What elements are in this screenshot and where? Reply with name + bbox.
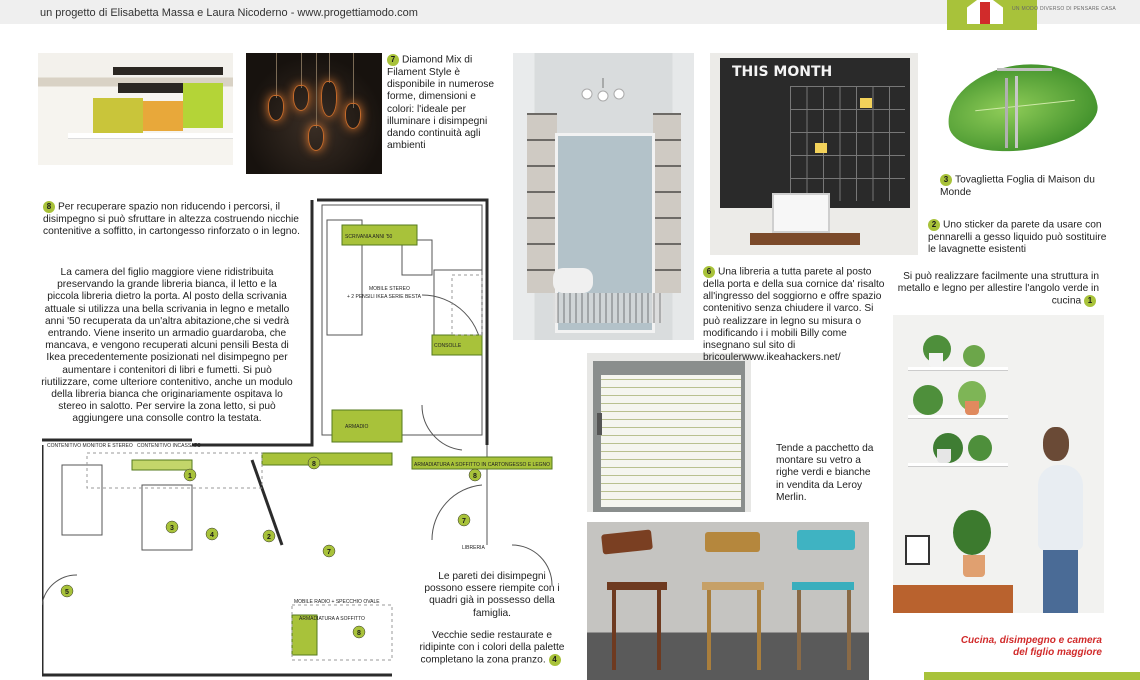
caption-5: Tende a pacchetto da montare su vetro a righe verdi e bianche in vendita da Leroy Merlin. xyxy=(776,443,874,503)
brand-logo xyxy=(947,0,1037,30)
svg-text:CONTENITIVO MONITOR E STEREO: CONTENITIVO MONITOR E STEREO xyxy=(47,443,133,449)
caption-2: 2 Uno sticker da parete da usare con pennarelli a gesso liquido può sostituire le lavagnette esistenti xyxy=(928,219,1107,256)
photo-restored-chairs xyxy=(587,522,869,680)
credit-text: un progetto di Elisabetta Massa e Laura Nicoderno - www.progettiamodo.com xyxy=(40,7,418,19)
caption-8: 8 Per recuperare spazio non riducendo i percorsi, il disimpegno si può sfruttare in altezza costruendo nicchie contenitive a soffitto, in cartongesso rinforzato o in legno. xyxy=(43,201,300,238)
caption-pareti: Le pareti dei disimpegni possono essere riempite con i quadri già in possesso della famiglia. xyxy=(424,571,560,619)
page-footer-caption: Cucina, disimpegno e camera del figlio maggiore xyxy=(960,635,1102,658)
svg-text:7: 7 xyxy=(327,549,331,556)
svg-text:5: 5 xyxy=(65,589,69,596)
svg-text:SCRIVANIA ANNI '50: SCRIVANIA ANNI '50 xyxy=(345,234,393,240)
photo-filament-lamps xyxy=(246,53,382,174)
caption-7: 7 Diamond Mix di Filament Style è disponibile in numerose forme, dimensioni e colori: l'ideale per illuminare i disimpegni dando continuità agli ambienti xyxy=(387,54,495,152)
svg-text:+ 2 PENSILI IKEA SERIE BESTA: + 2 PENSILI IKEA SERIE BESTA xyxy=(347,294,421,300)
photo-leaf-placemat xyxy=(935,53,1110,165)
svg-text:8: 8 xyxy=(312,461,316,468)
svg-text:2: 2 xyxy=(267,534,271,541)
photo-ceiling-niche xyxy=(38,53,233,165)
svg-text:8: 8 xyxy=(357,630,361,637)
logo-red-mark xyxy=(980,2,990,24)
svg-text:7: 7 xyxy=(462,518,466,525)
board-title: THIS MONTH xyxy=(732,64,833,80)
svg-text:CONTENITIVO INCASSATO: CONTENITIVO INCASSATO xyxy=(137,443,201,449)
svg-text:MOBILE STEREO: MOBILE STEREO xyxy=(369,286,410,292)
main-text: La camera del figlio maggiore viene ridistribuita preservando la grande libreria bianca, il letto e la piccola libreria dietro la porta. Al posto della scrivania attuale si utilizza una bella scrivania in legno e metallo anni '50 recuperata da un'altra abitazione,che si vedrà entrando. Viene inserito un armadio guardaroba, che mancava, e vengono recuperati alcuni pensili Besta di Ikea precedentemente posizionati nel disimpegno per aumentare i contenitori di libri e fumetti. Si può riutilizzare, come ulteriore contenitivo, anche un modulo della libreria bianca che originariamente ospitava lo stereo in salotto. Per servire la zona letto, si può aggiungere una consolle contro la testata. xyxy=(41,267,293,425)
photo-chalkboard-calendar xyxy=(710,53,918,255)
caption-3: 3 Tovaglietta Foglia di Maison du Monde xyxy=(940,174,1095,198)
laptop xyxy=(772,193,830,233)
photo-window-blind xyxy=(587,353,751,512)
svg-text:MOBILE RADIO + SPECCHIO OVALE: MOBILE RADIO + SPECCHIO OVALE xyxy=(294,599,380,605)
caption-6: 6 Una libreria a tutta parete al posto della porta e della sua cornice da' risalto all'ingresso del soggiorno e offre spazio contenitivo senza chiudere il varco. Si può realizzare in legno su misura o modificando i i mobili Billy come insegnano sul sito di bricoulerwww.ikeahackers.net/ xyxy=(703,266,885,364)
svg-text:3: 3 xyxy=(170,525,174,532)
caption-4: Vecchie sedie restaurate e ridipinte con i colori della palette completano la zona pranzo. 4 xyxy=(419,630,565,667)
logo-tagline: UN MODO DIVERSO DI PENSARE CASA xyxy=(1012,6,1117,12)
svg-text:ARMADIATURA A SOFFITTO: ARMADIATURA A SOFFITTO xyxy=(299,616,365,622)
svg-text:CONSOLLE: CONSOLLE xyxy=(434,343,462,349)
svg-text:4: 4 xyxy=(210,532,214,539)
svg-text:8: 8 xyxy=(473,473,477,480)
chandelier-icon xyxy=(573,78,633,103)
svg-text:LIBRERIA: LIBRERIA xyxy=(462,545,485,551)
svg-text:1: 1 xyxy=(188,473,192,480)
footer-accent-bar xyxy=(924,672,1140,680)
caption-1: Si può realizzare facilmente una struttura in metallo e legno per allestire l'angolo verde in cucina 1 xyxy=(897,271,1099,308)
photo-green-corner xyxy=(893,315,1104,613)
svg-text:ARMADIO: ARMADIO xyxy=(345,424,369,430)
svg-text:ARMADIATURA A SOFFITTO IN CART: ARMADIATURA A SOFFITTO IN CARTONGESSO E LEGNO xyxy=(414,462,551,468)
